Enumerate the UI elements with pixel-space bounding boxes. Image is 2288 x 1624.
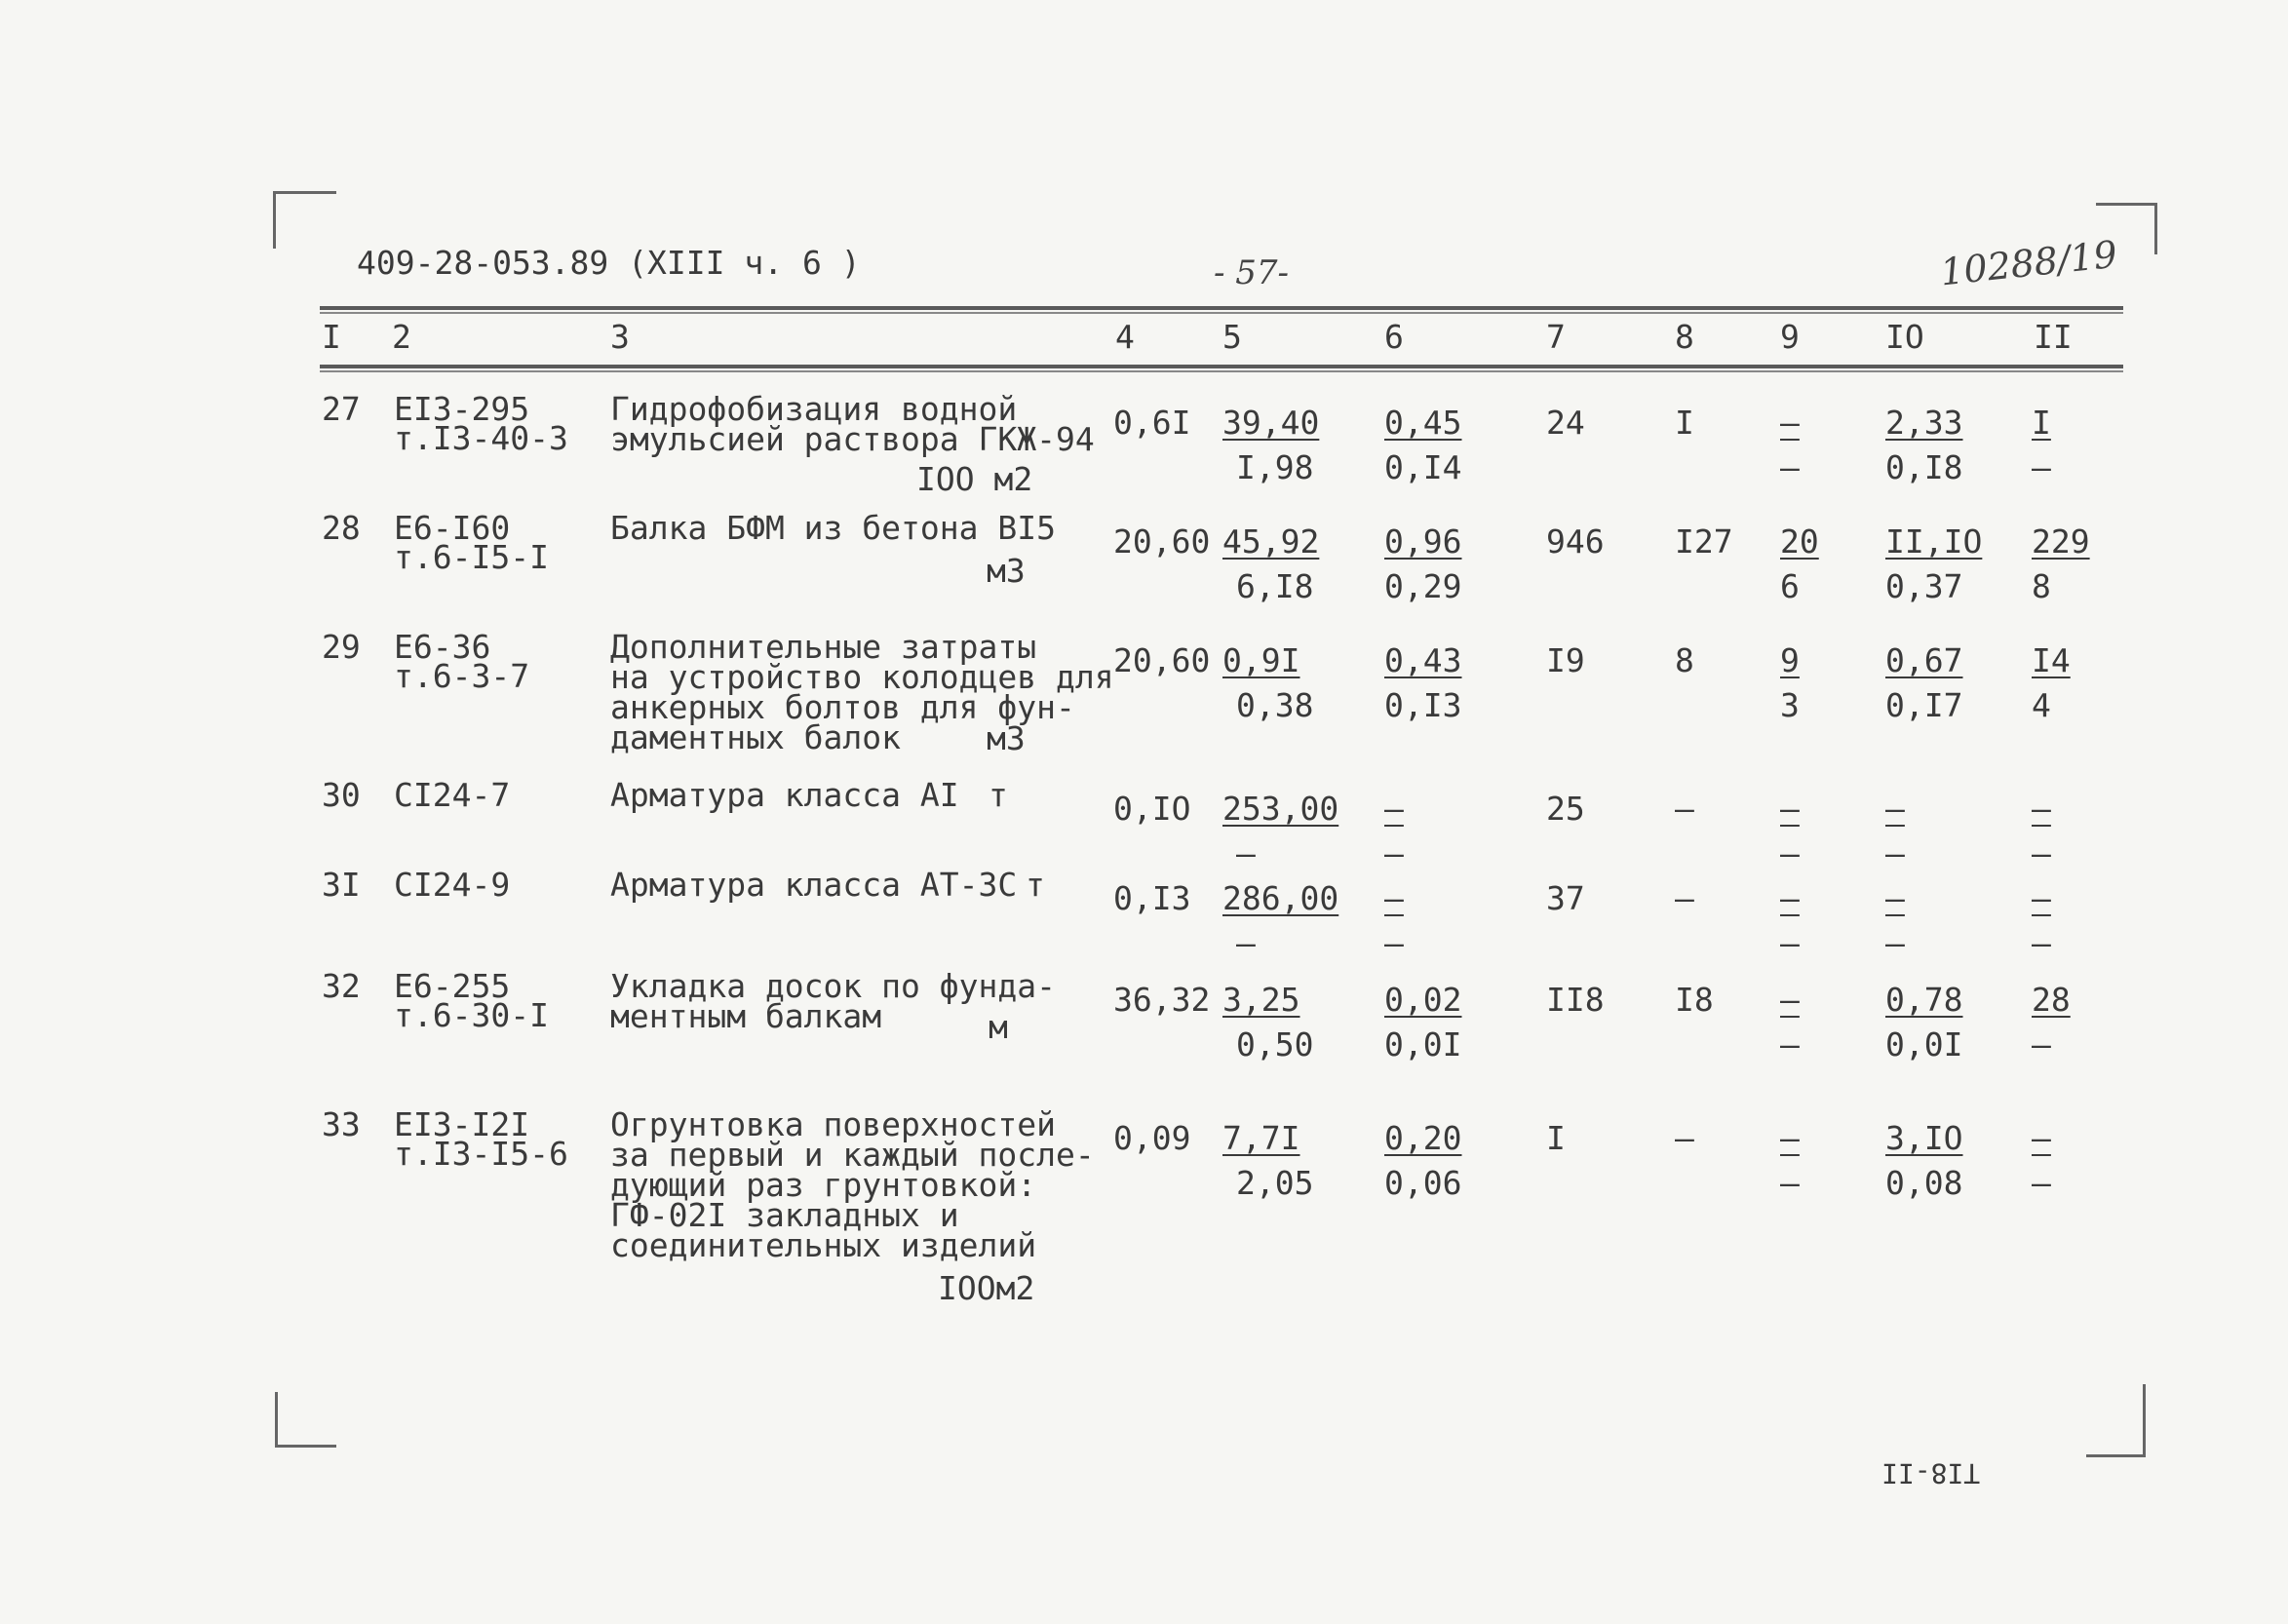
table-top-rule-2 [320, 312, 2123, 314]
row-col8: – [1675, 790, 1694, 828]
row-col4: 0,I3 [1113, 879, 1191, 917]
row-number: 28 [322, 509, 361, 547]
row-col6-bottom: 0,I4 [1384, 448, 1462, 486]
row-unit: IOO м2 [916, 460, 1033, 498]
row-unit: м3 [987, 552, 1026, 590]
row-col5-top: 286,00 [1222, 879, 1339, 917]
corner-mark-bottom-right [2086, 1384, 2146, 1457]
column-header-10: IO [1885, 318, 1924, 356]
row-unit: м [989, 1008, 1008, 1046]
row-col5-top: 7,7I [1222, 1119, 1300, 1157]
table-top-rule [320, 306, 2123, 310]
row-code: EI3-295 [394, 390, 530, 428]
row-col5-bottom: I,98 [1236, 448, 1314, 486]
column-header-6: 6 [1384, 318, 1404, 356]
row-col10-top: 3,IO [1885, 1119, 1963, 1157]
row-col10-top: II,IO [1885, 522, 1983, 561]
row-col9-bottom: 6 [1780, 567, 1800, 605]
row-number: 30 [322, 776, 361, 814]
row-col4: 36,32 [1113, 981, 1211, 1019]
row-unit: т [1026, 866, 1045, 904]
row-col9-bottom: – [1780, 924, 1800, 962]
row-col8: I8 [1675, 981, 1714, 1019]
row-description: Арматура класса AI [610, 776, 959, 814]
row-col11-top: I4 [2032, 641, 2071, 679]
row-col11-top: 229 [2032, 522, 2090, 561]
row-col5-bottom: 2,05 [1236, 1164, 1314, 1202]
row-col9-bottom: – [1780, 1164, 1800, 1202]
row-col11-bottom: – [2032, 1164, 2051, 1202]
row-col6-bottom: – [1384, 834, 1404, 872]
row-col9-bottom: – [1780, 448, 1800, 486]
row-col7: 25 [1546, 790, 1585, 828]
row-col5-top: 3,25 [1222, 981, 1300, 1019]
row-description: Балка БФМ из бетона BI5 [610, 509, 1056, 547]
row-col9-bottom: – [1780, 834, 1800, 872]
row-col10-bottom: 0,37 [1885, 567, 1963, 605]
row-number: 27 [322, 390, 361, 428]
row-col4: 20,60 [1113, 641, 1211, 679]
row-description: Дополнительные затраты на устройство колодцев для анкерных болтов для фун- даментных балок [610, 628, 1114, 756]
row-col5-bottom: 0,38 [1236, 686, 1314, 724]
column-header-11: II [2034, 318, 2073, 356]
row-col9-top: – [1780, 404, 1800, 442]
row-col6-top: 0,96 [1384, 522, 1462, 561]
row-code: E6-36 [394, 628, 491, 666]
row-col6-top: 0,02 [1384, 981, 1462, 1019]
row-col5-top: 45,92 [1222, 522, 1320, 561]
row-col4: 0,IO [1113, 790, 1191, 828]
row-col5-bottom: 0,50 [1236, 1025, 1314, 1063]
row-col6-bottom: 0,I3 [1384, 686, 1462, 724]
archive-number: 10288/19 [1938, 232, 2119, 294]
row-col5-bottom: – [1236, 924, 1256, 962]
column-header-1: I [322, 318, 341, 356]
column-header-9: 9 [1780, 318, 1800, 356]
document-code: 409-28-053.89 (XIII ч. 6 ) [357, 244, 861, 282]
row-col11-top: 28 [2032, 981, 2071, 1019]
row-col6-top: 0,43 [1384, 641, 1462, 679]
row-col7: 24 [1546, 404, 1585, 442]
row-code-table: т.I3-40-3 [394, 419, 568, 457]
row-col9-top: 20 [1780, 522, 1819, 561]
row-col5-top: 0,9I [1222, 641, 1300, 679]
footer-stamp: TI8-II [1881, 1457, 1981, 1489]
row-col6-top: 0,45 [1384, 404, 1462, 442]
row-description: Огрунтовка поверхностей за первый и каждый после- дующий раз грунтовкой: ГФ-02I закладных и соединительных изделий [610, 1105, 1095, 1264]
row-col9-top: – [1780, 790, 1800, 828]
row-unit: IOOм2 [938, 1269, 1035, 1307]
row-col6-bottom: 0,0I [1384, 1025, 1462, 1063]
row-col4: 20,60 [1113, 522, 1211, 561]
row-code-table: т.6-I5-I [394, 538, 549, 576]
corner-mark-top-left [273, 191, 336, 249]
column-header-7: 7 [1546, 318, 1566, 356]
row-col10-bottom: – [1885, 834, 1905, 872]
row-description: Гидрофобизация водной эмульсией раствора ГКЖ-94 [610, 390, 1095, 458]
row-col10-top: – [1885, 879, 1905, 917]
row-col11-bottom: – [2032, 448, 2051, 486]
column-header-2: 2 [392, 318, 411, 356]
row-col5-top: 39,40 [1222, 404, 1320, 442]
row-col10-top: 0,78 [1885, 981, 1963, 1019]
row-col8: – [1675, 1119, 1694, 1157]
row-description: Укладка досок по фунда- ментным балкам [610, 967, 1056, 1035]
row-code: E6-I60 [394, 509, 511, 547]
row-code: CI24-9 [394, 866, 511, 904]
column-header-3: 3 [610, 318, 630, 356]
row-col7: 37 [1546, 879, 1585, 917]
row-col11-top: I [2032, 404, 2051, 442]
row-col6-top: – [1384, 790, 1404, 828]
row-col6-top: – [1384, 879, 1404, 917]
row-col7: I [1546, 1119, 1566, 1157]
row-col7: 946 [1546, 522, 1605, 561]
row-col5-bottom: – [1236, 834, 1256, 872]
row-col6-top: 0,20 [1384, 1119, 1462, 1157]
row-col10-top: – [1885, 790, 1905, 828]
column-header-4: 4 [1115, 318, 1135, 356]
row-col11-bottom: – [2032, 834, 2051, 872]
row-unit: м3 [987, 719, 1026, 757]
row-col10-bottom: 0,I8 [1885, 448, 1963, 486]
row-code: CI24-7 [394, 776, 511, 814]
row-col10-bottom: 0,0I [1885, 1025, 1963, 1063]
row-col6-bottom: 0,29 [1384, 567, 1462, 605]
row-code: E6-255 [394, 967, 511, 1005]
row-col8: – [1675, 879, 1694, 917]
row-col7: I9 [1546, 641, 1585, 679]
corner-mark-bottom-left [275, 1392, 336, 1448]
row-code: EI3-I2I [394, 1105, 530, 1143]
row-col11-top: – [2032, 790, 2051, 828]
row-description: Арматура класса АТ-3С [610, 866, 1018, 904]
row-col9-top: – [1780, 879, 1800, 917]
row-col9-top: 9 [1780, 641, 1800, 679]
row-col9-top: – [1780, 1119, 1800, 1157]
row-col4: 0,09 [1113, 1119, 1191, 1157]
row-col4: 0,6I [1113, 404, 1191, 442]
header-bottom-rule [320, 365, 2123, 368]
row-col6-bottom: 0,06 [1384, 1164, 1462, 1202]
row-col10-top: 0,67 [1885, 641, 1963, 679]
row-col8: 8 [1675, 641, 1694, 679]
row-code-table: т.I3-I5-6 [394, 1135, 568, 1173]
row-col11-bottom: 4 [2032, 686, 2051, 724]
row-code-table: т.6-3-7 [394, 657, 530, 695]
row-col10-top: 2,33 [1885, 404, 1963, 442]
row-col5-top: 253,00 [1222, 790, 1339, 828]
row-col11-bottom: – [2032, 924, 2051, 962]
row-col9-top: – [1780, 981, 1800, 1019]
row-col10-bottom: 0,08 [1885, 1164, 1963, 1202]
row-col10-bottom: 0,I7 [1885, 686, 1963, 724]
row-col9-bottom: – [1780, 1025, 1800, 1063]
row-col11-top: – [2032, 879, 2051, 917]
row-col7: II8 [1546, 981, 1605, 1019]
row-number: 32 [322, 967, 361, 1005]
page-number: - 57- [1214, 253, 1290, 292]
row-col6-bottom: – [1384, 924, 1404, 962]
row-col9-bottom: 3 [1780, 686, 1800, 724]
row-col11-bottom: 8 [2032, 567, 2051, 605]
row-code-table: т.6-30-I [394, 996, 549, 1034]
header-bottom-rule-2 [320, 370, 2123, 372]
row-col10-bottom: – [1885, 924, 1905, 962]
row-col5-bottom: 6,I8 [1236, 567, 1314, 605]
column-header-8: 8 [1675, 318, 1694, 356]
row-number: 33 [322, 1105, 361, 1143]
row-col8: I [1675, 404, 1694, 442]
column-header-5: 5 [1222, 318, 1242, 356]
row-col11-bottom: – [2032, 1025, 2051, 1063]
row-number: 3I [322, 866, 361, 904]
row-unit: т [989, 776, 1008, 814]
row-col11-top: – [2032, 1119, 2051, 1157]
row-number: 29 [322, 628, 361, 666]
row-col8: I27 [1675, 522, 1733, 561]
